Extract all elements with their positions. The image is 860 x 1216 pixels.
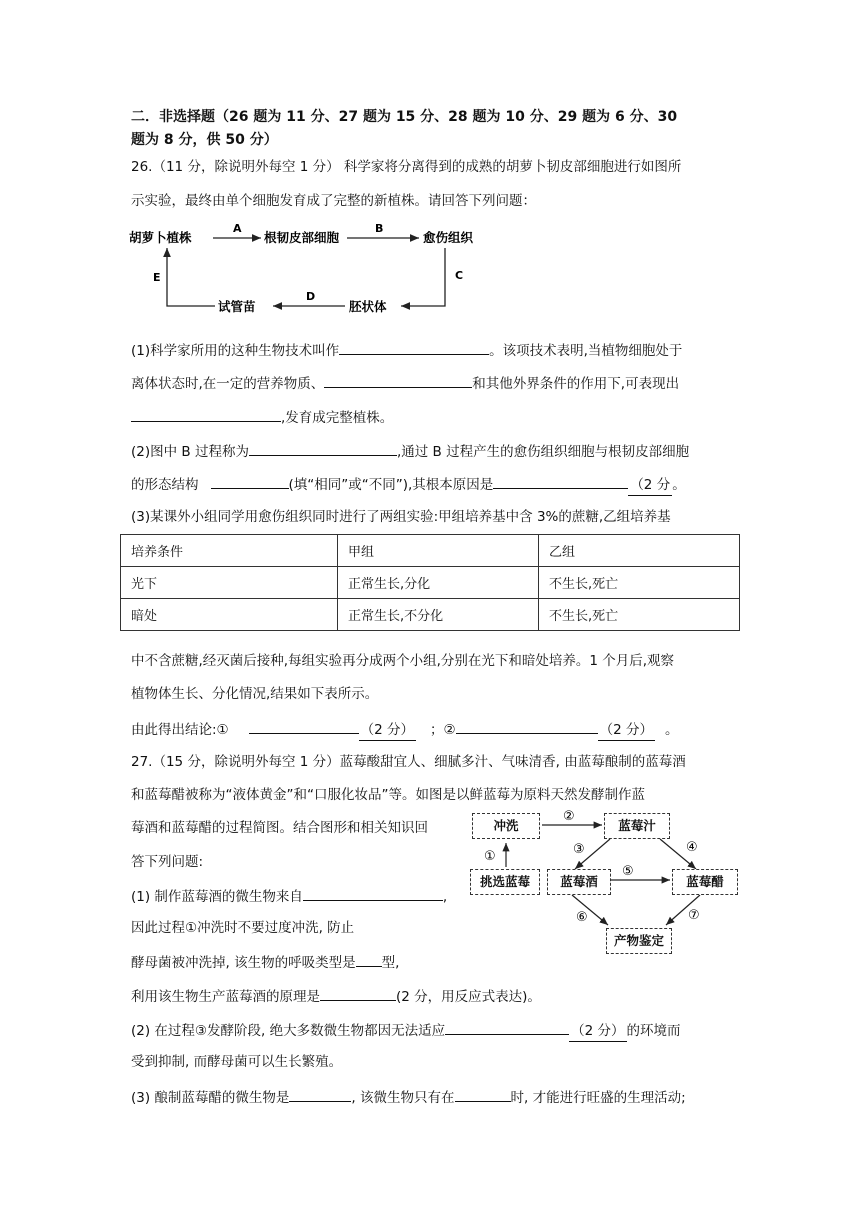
node-callus: 愈伤组织 — [423, 230, 474, 245]
table-cell: 不生长,死亡 — [539, 599, 740, 631]
answer-blank[interactable] — [289, 1086, 351, 1102]
table-cell: 暗处 — [121, 599, 338, 631]
arrow-c — [401, 248, 445, 306]
table-row — [121, 599, 740, 631]
q26-p2-line1: (2)图中 B 过程称为 ,通过 B 过程产生的愈伤组织细胞与根韧皮部细胞 — [131, 440, 689, 462]
node-test-tube-plant: 试管苗 — [218, 299, 256, 314]
answer-blank[interactable] — [339, 339, 489, 355]
answer-blank[interactable] — [493, 473, 628, 489]
q26-conclusion: 由此得出结论:① （2 分） ；② （2 分） 。 — [131, 718, 679, 741]
label-a: A — [233, 222, 242, 235]
step6-label: ⑥ — [576, 910, 588, 925]
table-cell: 不生长,死亡 — [539, 567, 740, 599]
q27-s3-line1: (3) 酿制蓝莓醋的微生物是 , 该微生物只有在 时, 才能进行旺盛的生理活动; — [131, 1086, 686, 1108]
answer-blank[interactable] — [131, 406, 281, 422]
answer-blank[interactable] — [356, 951, 382, 967]
answer-blank[interactable] — [249, 440, 397, 456]
q27-s1-line3: 酵母菌被冲洗掉, 该生物的呼吸类型是 型, — [131, 951, 399, 973]
step2-label: ② — [563, 809, 575, 824]
node-phloem-cell: 根韧皮部细胞 — [264, 230, 340, 245]
answer-blank[interactable] — [455, 1086, 511, 1102]
box-wash: 冲洗 — [472, 813, 540, 839]
q27-s2-line1: (2) 在过程③发酵阶段, 绝大多数微生物都因无法适应 （2 分） 的环境而 — [131, 1019, 681, 1042]
q27-intro-line3: 莓酒和蓝莓醋的过程简图。结合图形和相关知识回 — [131, 820, 428, 836]
q26-p3-line1: (3)某课外小组同学用愈伤组织同时进行了两组实验:甲组培养基中含 3%的蔗糖,乙组培养基 — [131, 509, 671, 525]
label-e: E — [153, 271, 161, 284]
table-header: 乙组 — [539, 535, 740, 567]
node-embryoid: 胚状体 — [349, 299, 387, 314]
table-row — [121, 567, 740, 599]
q27-intro-line1: 27.（15 分，除说明外每空 1 分）蓝莓酸甜宜人、细腻多汁、气味清香, 由蓝莓酿制的蓝莓酒 — [131, 754, 686, 770]
q26-intro-line1: 26.（11 分，除说明外每空 1 分） 科学家将分离得到的成熟的胡萝卜韧皮部细胞进行如图所 — [131, 159, 682, 175]
answer-blank[interactable] — [445, 1019, 569, 1035]
step4-label: ④ — [686, 840, 698, 855]
box-blueberry-vinegar: 蓝莓醋 — [672, 869, 738, 895]
arrow-e — [167, 248, 215, 306]
table-header: 甲组 — [338, 535, 539, 567]
table-cell: 正常生长,不分化 — [338, 599, 539, 631]
answer-blank[interactable] — [211, 473, 289, 489]
q27-s1-line1: (1) 制作蓝莓酒的微生物来自 , — [131, 885, 447, 907]
node-carrot-plant: 胡萝卜植株 — [129, 230, 192, 245]
q27-s2-line2: 受到抑制, 而酵母菌可以生长繁殖。 — [131, 1054, 343, 1070]
step5-label: ⑤ — [622, 864, 634, 879]
box-product-identify: 产物鉴定 — [606, 928, 672, 954]
q26-p1-line1: (1)科学家所用的这种生物技术叫作 。该项技术表明,当植物细胞处于 — [131, 339, 682, 361]
box-blueberry-wine: 蓝莓酒 — [547, 869, 611, 895]
step3-label: ③ — [573, 842, 585, 857]
q26-p3-cont1: 中不含蔗糖,经灭菌后接种,每组实验再分成两个小组,分别在光下和暗处培养。1 个月后,观察 — [131, 653, 675, 669]
q27-s1-line4: 利用该生物生产蓝莓酒的原理是 (2 分，用反应式表达)。 — [131, 985, 541, 1007]
answer-blank[interactable] — [324, 372, 472, 388]
label-c: C — [455, 269, 464, 282]
table-header-row — [121, 535, 740, 567]
section-heading-line2: 题为 8 分，供 50 分） — [131, 132, 278, 148]
q27-intro-line2: 和蓝莓醋被称为“液体黄金”和“口服化妆品”等。如图是以鲜蓝莓为原料天然发酵制作蓝 — [131, 787, 645, 803]
q26-p2-line2: 的形态结构 (填“相同”或“不同”),其根本原因是 （2 分 。 — [131, 473, 686, 496]
answer-blank[interactable] — [249, 718, 359, 734]
answer-blank[interactable] — [456, 718, 598, 734]
table-header: 培养条件 — [121, 535, 338, 567]
answer-blank[interactable] — [320, 985, 396, 1001]
results-table — [120, 534, 740, 631]
table-cell: 正常生长,分化 — [338, 567, 539, 599]
q26-flow-diagram — [125, 218, 505, 320]
q26-intro-line2: 示实验，最终由单个细胞发育成了完整的新植株。请回答下列问题： — [131, 193, 536, 209]
table-cell: 光下 — [121, 567, 338, 599]
answer-blank[interactable] — [303, 885, 443, 901]
box-select-blueberry: 挑选蓝莓 — [470, 869, 540, 895]
q27-s1-line2: 因此过程①冲洗时不要过度冲洗, 防止 — [131, 920, 355, 936]
section-heading-line1: 二．非选择题（26 题为 11 分、27 题为 15 分、28 题为 10 分、29 题为 6 分、30 — [131, 109, 678, 125]
q26-p1-line3: ,发育成完整植株。 — [131, 406, 393, 428]
label-b: B — [375, 222, 384, 235]
box-blueberry-juice: 蓝莓汁 — [604, 813, 670, 839]
step7-label: ⑦ — [688, 908, 700, 923]
q27-intro-line4: 答下列问题: — [131, 854, 204, 870]
q26-p1-line2: 离体状态时,在一定的营养物质、 和其他外界条件的作用下,可表现出 — [131, 372, 679, 394]
q26-p3-cont2: 植物体生长、分化情况,结果如下表所示。 — [131, 686, 379, 702]
label-d: D — [306, 290, 316, 303]
step1-label: ① — [484, 849, 496, 864]
